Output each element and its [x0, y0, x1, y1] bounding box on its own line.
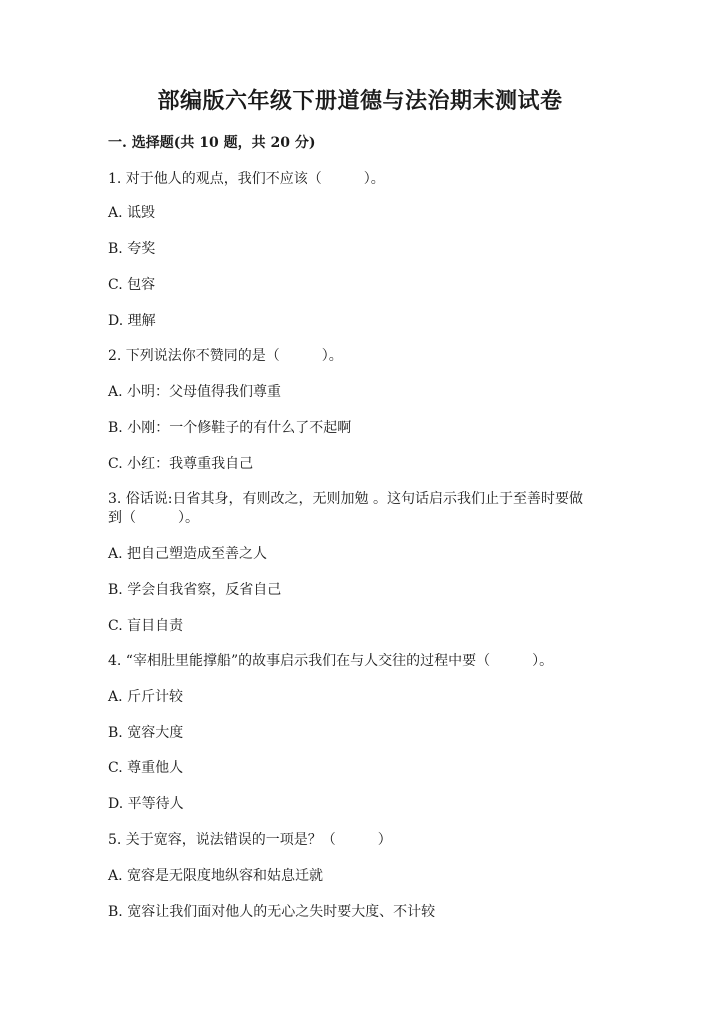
- question-1-option-b: B. 夸奖: [108, 241, 156, 257]
- question-5-option-b: B. 宽容让我们面对他人的无心之失时要大度、不计较: [108, 904, 436, 920]
- question-3-option-c: C. 盲目自责: [108, 618, 184, 634]
- question-4-stem: 4. “宰相肚里能撑船”的故事启示我们在与人交往的过程中要（ ）。: [108, 653, 554, 669]
- question-4-option-c: C. 尊重他人: [108, 760, 184, 776]
- question-1-option-c: C. 包容: [108, 277, 156, 293]
- question-3-option-b: B. 学会自我省察，反省自己: [108, 582, 282, 598]
- question-2-option-c: C. 小红：我尊重我自己: [108, 456, 254, 472]
- question-2-stem: 2. 下列说法你不赞同的是（ ）。: [108, 348, 343, 364]
- question-2-option-a: A. 小明：父母值得我们尊重: [108, 384, 282, 400]
- question-1-option-d: D. 理解: [108, 313, 156, 329]
- question-4-option-b: B. 宽容大度: [108, 725, 184, 741]
- question-1-option-a: A. 诋毁: [108, 205, 156, 221]
- question-2-option-b: B. 小刚：一个修鞋子的有什么了不起啊: [108, 420, 352, 436]
- question-4-option-a: A. 斤斤计较: [108, 689, 184, 705]
- question-1-stem: 1. 对于他人的观点，我们不应该（ ）。: [108, 171, 385, 187]
- page-title: 部编版六年级下册道德与法治期末测试卷: [157, 88, 563, 114]
- question-5-stem: 5. 关于宽容，说法错误的一项是？（ ）: [108, 832, 392, 848]
- question-5-option-a: A. 宽容是无限度地纵容和姑息迁就: [108, 868, 324, 884]
- question-3-option-a: A. 把自己塑造成至善之人: [108, 546, 268, 562]
- section-heading: 一. 选择题(共 10 题，共 20 分): [108, 135, 316, 151]
- question-3-stem-line-1: 3. 俗话说:日省其身，有则改之，无则加勉 。这句话启示我们止于至善时要做: [108, 491, 583, 507]
- question-4-option-d: D. 平等待人: [108, 796, 184, 812]
- question-3-stem-line-2: 到（ ）。: [108, 510, 199, 526]
